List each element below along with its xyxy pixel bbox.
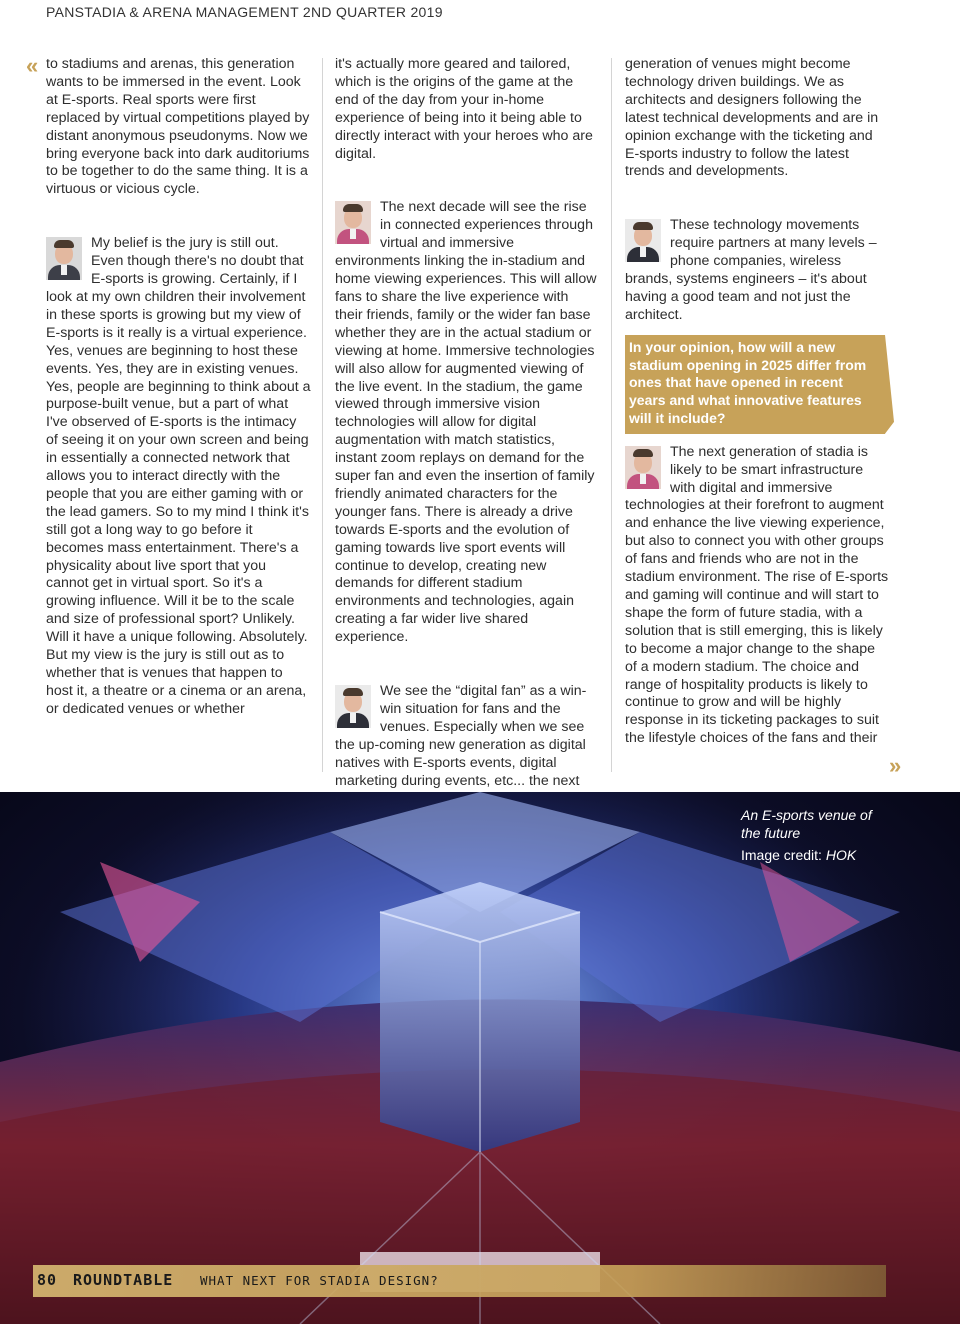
paragraph-text: My belief is the jury is still out. Even though there's no doubt that E-sports is growing. Certainly, if I look at my own children their involvement in these sports is growing but my view of E-sports is it really is a virtual experience. Yes, venues are beginning to host these events. Yes, they are in existing venues. Yes, people are beginning to think about a purpose-built venue, but a part of what I've observed of E-sports is the intimacy of seeing it on your own screen and being in essentially a connected network that allows you to interact directly with the people that you are either gaming with or the lead gamers. So to my mind I think it's still got a long way to go before it becomes mass entertainment. There's a physicality about live sport that you cannot get in virtual sport. So it's a growing influence. Will it be to the scale and size of professional sport? Unlikely. Will it have a unique following. Absolutely. But my view is the jury is still out as to whether that is venues that happen to host it, a theatre or a cinema or an arena, or dedicated venues or whether bbox=[46, 235, 311, 717]
paragraph: it's actually more geared and tailored, which is the origins of the game at the end of the day from your in-home experience of being into it being able to directly interact with your heroes who are digital. bbox=[335, 56, 593, 162]
question-box: In your opinion, how will a new stadium opening in 2025 differ from ones that have opened in recent years and what innovative features will it include? bbox=[625, 335, 885, 434]
caption-text: An E-sports venue of the future bbox=[741, 807, 872, 841]
running-header: PANSTADIA & ARENA MANAGEMENT 2ND QUARTER 2019 bbox=[46, 4, 443, 20]
section-label: ROUNDTABLE bbox=[73, 1271, 174, 1289]
paragraph bbox=[335, 683, 597, 790]
contributor-portrait bbox=[335, 201, 371, 244]
paragraph: to stadiums and arenas, this generation wants to be immersed in the event. Look at E-sports. Real sports were first replaced by virtual competitions played by distant anonymous pseudonyms. Now we bring everyone back into dark auditoriums to be together to do the same thing. It is a virtuous or vicious cycle. bbox=[46, 56, 310, 198]
continued-from-icon: « bbox=[26, 53, 39, 78]
paragraph bbox=[335, 199, 597, 647]
column-3 bbox=[625, 56, 889, 748]
column-divider bbox=[322, 58, 323, 772]
arena-illustration bbox=[0, 792, 960, 1324]
arena-photo bbox=[0, 792, 960, 1324]
column-1 bbox=[46, 56, 312, 719]
contributor-portrait bbox=[625, 219, 661, 262]
credit-label: Image credit: bbox=[741, 847, 826, 863]
credit-name: HOK bbox=[825, 847, 857, 863]
paragraph-text: These technology movements require partners at many levels – phone companies, wireless brands, systems engineers – it's about having a good team and not just the architect. bbox=[625, 217, 877, 323]
page-number: 80 bbox=[37, 1271, 58, 1289]
column-divider bbox=[611, 58, 612, 772]
image-credit bbox=[741, 846, 891, 864]
continues-icon: » bbox=[889, 753, 902, 778]
page-footer bbox=[33, 1265, 886, 1297]
paragraph bbox=[46, 235, 312, 718]
paragraph-text: We see the “digital fan” as a win-win situation for fans and the venues. Especially when we see the up-coming new generation as digital natives with E-sports events, digital marketing during events, etc... the next bbox=[335, 683, 587, 789]
contributor-portrait bbox=[625, 446, 661, 489]
contributor-portrait bbox=[46, 237, 82, 280]
paragraph: generation of venues might become technology driven buildings. We as architects and designers following the latest technical developments and are in opinion exchange with the ticketing and E-sports industry to follow the latest trends and developments. bbox=[625, 56, 879, 180]
paragraph bbox=[625, 444, 889, 748]
photo-caption bbox=[741, 806, 891, 864]
paragraph-text: The next decade will see the rise in connected experiences through virtual and immersive environments linking the in-stadium and home viewing experiences. This will allow fans to share the live experience with their friends, family or the wider fan base whether they are in the actual stadium or viewing at home. Immersive technologies will also allow for augmented viewing of the live event. In the stadium, the game viewed through immersive vision technologies will allow for digital augmentation with match statistics, instant zoom replays on demand for the super fan and even the insertion of family friendly animated characters for the younger fans. There is already a drive towards E-sports and the evolution of gaming towards live sport events will continue to develop, creating new demands for different stadium environments and technologies, again creating a far wider live shared experience. bbox=[335, 199, 597, 646]
column-2 bbox=[335, 56, 597, 791]
contributor-portrait bbox=[335, 685, 371, 728]
paragraph bbox=[625, 217, 889, 324]
paragraph-text: The next generation of stadia is likely to be smart infrastructure with digital and immersive technologies at their forefront to augment and enhance the live viewing experience, but also to connect you with other groups of fans and friends who are not in the stadium environment. The rise of E-sports and gaming will continue and will start to shape the form of future stadia, with a solution that is still emerging, this is likely to become a major change to the shape of a modern stadium. The choice and range of hospitality products is likely to continue to grow and will be highly response in its ticketing packages to suit the lifestyle choices of the fans and their bbox=[625, 443, 889, 747]
topic-label: WHAT NEXT FOR STADIA DESIGN? bbox=[200, 1273, 439, 1288]
